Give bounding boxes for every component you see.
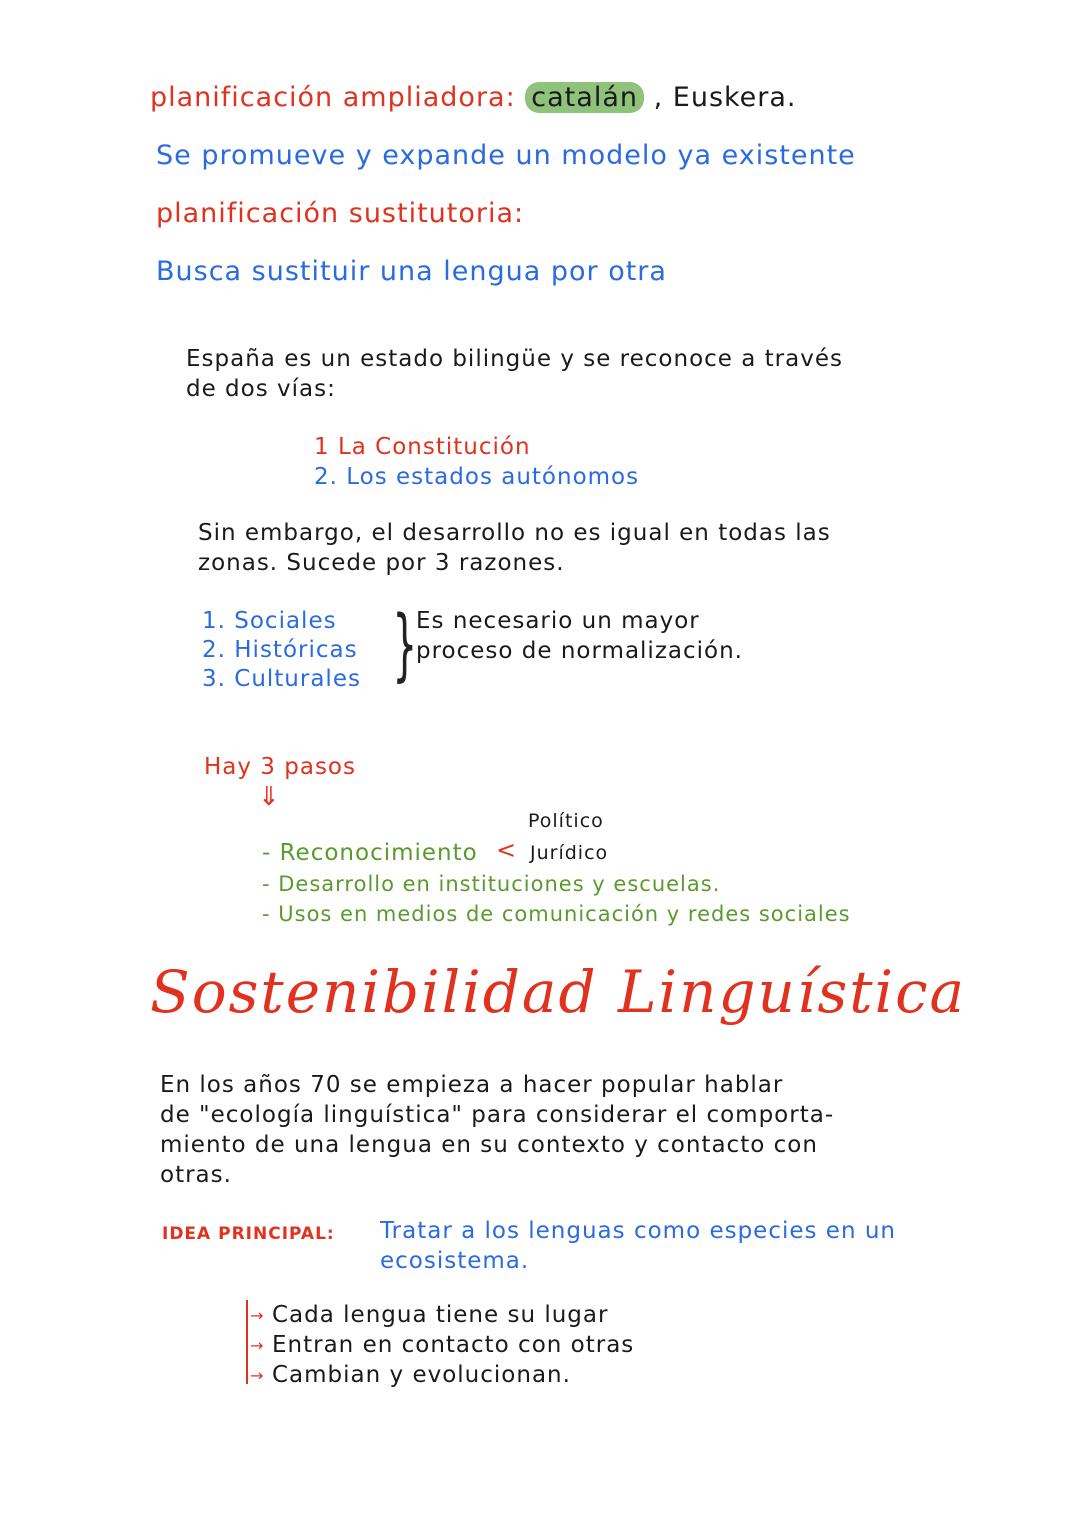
pasos-label: Hay 3 pasos [204,754,356,780]
sin-embargo-line-1: Sin embargo, el desarrollo no es igual en todas las [198,520,831,546]
intro-line-2: de dos vías: [186,376,336,402]
para-line-4: otras. [160,1162,232,1188]
down-arrow-icon: ⇓ [258,782,281,812]
section-title: Sostenibilidad Linguística [150,958,967,1026]
example-euskera: Euskera. [672,82,797,113]
point-3: Cambian y evolucionan. [272,1362,571,1388]
ampliadora-description: Se promueve y expande un modelo ya existente [156,140,856,171]
ampliadora-label: planificación ampliadora: [150,82,516,113]
paso-3: - Usos en medios de comunicación y redes sociales [262,902,851,926]
arrow-icon: → [250,1306,265,1325]
branch-politico: Político [528,810,604,832]
para-line-2: de "ecología linguística" para considerar el comporta- [160,1102,835,1128]
via-1: 1 La Constitución [314,434,531,460]
idea-line-1: Tratar a los lenguas como especies en un [380,1218,897,1244]
idea-label: IDEA PRINCIPAL: [162,1224,335,1244]
intro-line-1: España es un estado bilingüe y se reconoce a través [186,346,843,372]
razon-2: 2. Históricas [202,637,358,663]
arrow-icon: → [250,1336,265,1355]
razon-3: 3. Culturales [202,666,361,692]
arrow-icon: → [250,1366,265,1385]
paso-1: - Reconocimiento [262,840,478,866]
razones-note-2: proceso de normalización. [416,638,743,664]
separator: , [653,82,664,113]
branch-juridico: Jurídico [530,842,609,864]
idea-line-2: ecosistema. [380,1248,530,1274]
point-2: Entran en contacto con otras [272,1332,635,1358]
brace-icon: } [392,600,418,690]
point-1: Cada lengua tiene su lugar [272,1302,609,1328]
sustitutoria-description: Busca sustituir una lengua por otra [156,256,667,287]
via-2: 2. Los estados autónomos [314,464,640,490]
sin-embargo-line-2: zonas. Sucede por 3 razones. [198,550,565,576]
razon-1: 1. Sociales [202,608,337,634]
ampliadora-line [150,82,797,113]
branch-arrow-icon: < [496,836,518,864]
arrow-tree-line [246,1300,248,1384]
razones-note-1: Es necesario un mayor [416,608,700,634]
para-line-3: miento de una lengua en su contexto y contacto con [160,1132,818,1158]
para-line-1: En los años 70 se empieza a hacer popular hablar [160,1072,784,1098]
sustitutoria-label: planificación sustitutoria: [156,198,525,229]
paso-2: - Desarrollo en instituciones y escuelas. [262,872,721,896]
highlight-catalan: catalán [525,82,644,113]
